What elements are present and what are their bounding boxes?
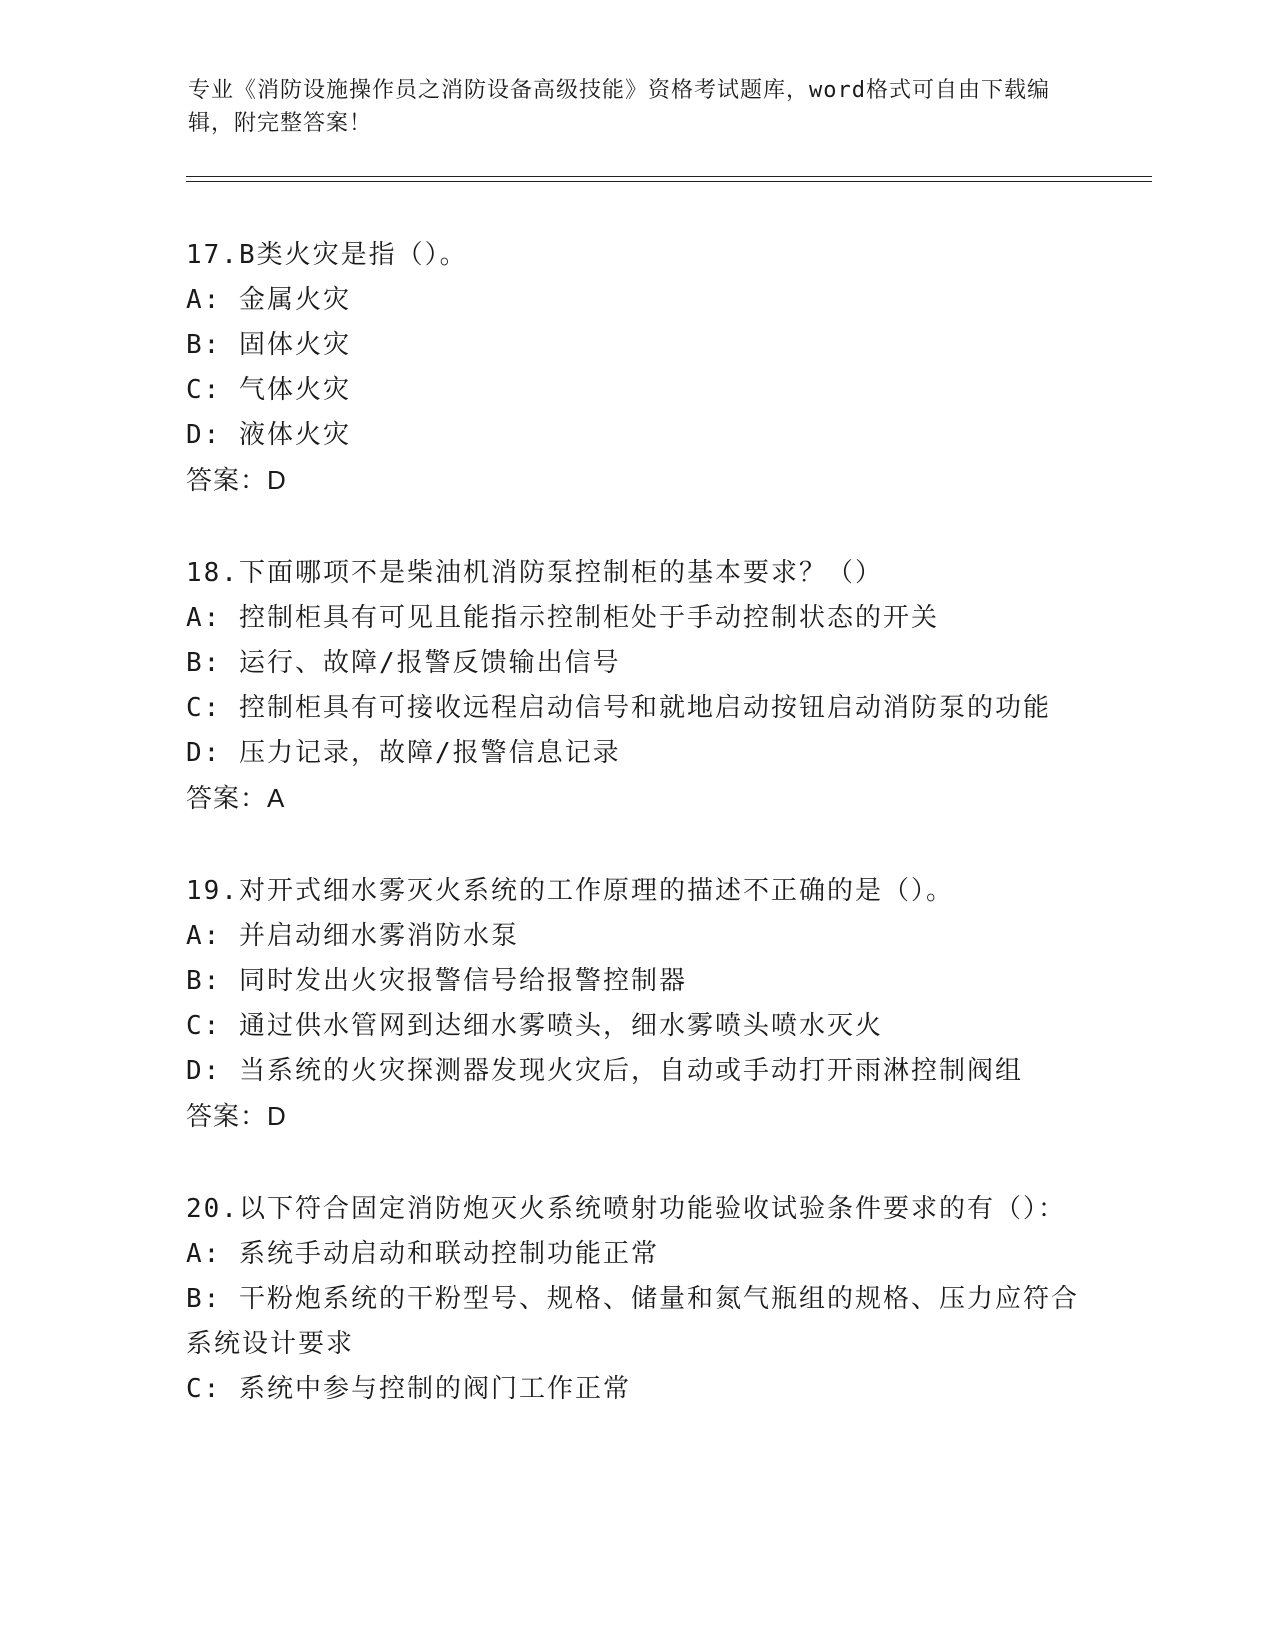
option-b: B: 干粉炮系统的干粉型号、规格、储量和氮气瓶组的规格、压力应符合系统设计要求 — [186, 1284, 1079, 1359]
option-b: B: 同时发出火灾报警信号给报警控制器 — [186, 966, 687, 996]
question-title: 20.以下符合固定消防炮灭火系统喷射功能验收试验条件要求的有（）： — [186, 1194, 1066, 1224]
option-a: A: 金属火灾 — [186, 285, 351, 315]
question-18 — [186, 551, 1086, 821]
option-c: C: 通过供水管网到达细水雾喷头，细水雾喷头喷水灭火 — [186, 1011, 883, 1041]
question-title: 17.B类火灾是指（）。 — [186, 240, 468, 270]
question-17 — [186, 233, 1086, 503]
option-d: D: 液体火灾 — [186, 420, 351, 450]
answer: 答案：A — [186, 783, 286, 813]
option-a: A: 控制柜具有可见且能指示控制柜处于手动控制状态的开关 — [186, 603, 939, 633]
option-a: A: 系统手动启动和联动控制功能正常 — [186, 1239, 659, 1269]
answer: 答案：D — [186, 465, 287, 495]
option-d: D: 当系统的火灾探测器发现火灾后，自动或手动打开雨淋控制阀组 — [186, 1056, 1023, 1086]
document-header: 专业《消防设施操作员之消防设备高级技能》资格考试题库，word格式可自由下载编辑，附完整答案！ — [188, 78, 1050, 136]
option-c: C: 系统中参与控制的阀门工作正常 — [186, 1374, 631, 1404]
header-divider-bottom — [186, 181, 1152, 182]
question-19 — [186, 869, 1086, 1139]
option-a: A: 并启动细水雾消防水泵 — [186, 921, 519, 951]
question-title: 18.下面哪项不是柴油机消防泵控制柜的基本要求？（） — [186, 558, 883, 588]
option-c: C: 气体火灾 — [186, 375, 351, 405]
question-20 — [186, 1187, 1086, 1412]
question-title: 19.对开式细水雾灭火系统的工作原理的描述不正确的是（）。 — [186, 876, 954, 906]
option-b: B: 固体火灾 — [186, 330, 351, 360]
answer: 答案：D — [186, 1101, 287, 1131]
option-b: B: 运行、故障/报警反馈输出信号 — [186, 648, 621, 678]
header-divider-top — [186, 176, 1152, 177]
option-c: C: 控制柜具有可接收远程启动信号和就地启动按钮启动消防泵的功能 — [186, 693, 1051, 723]
option-d: D: 压力记录，故障/报警信息记录 — [186, 738, 621, 768]
